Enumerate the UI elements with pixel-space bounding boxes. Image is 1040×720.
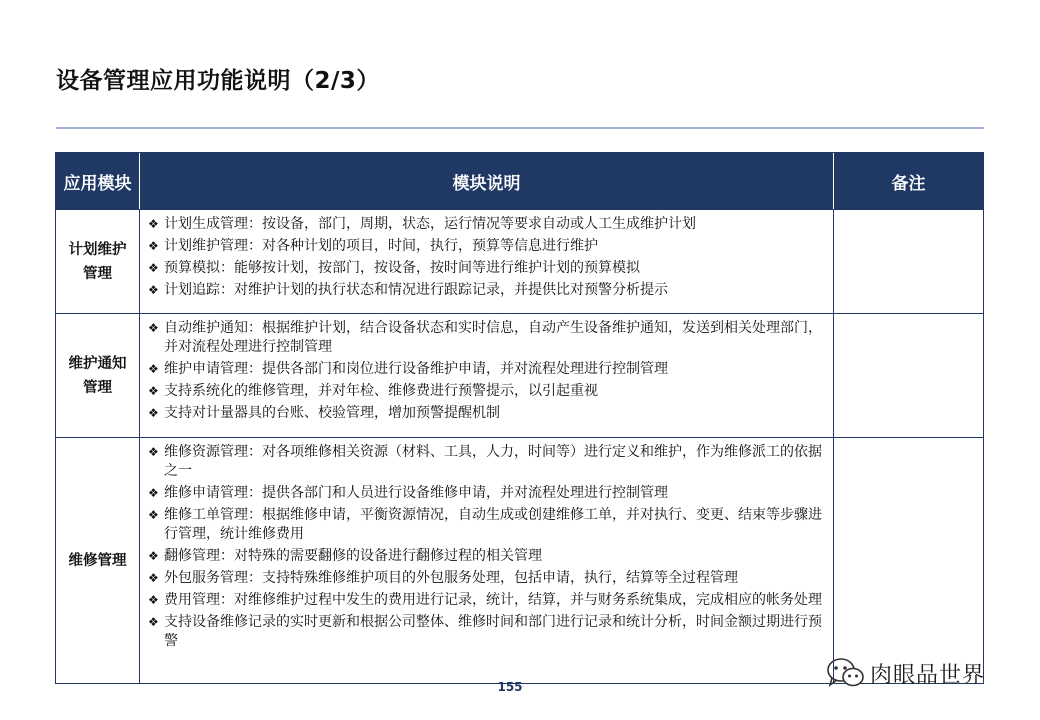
module-name-line: 管理 xyxy=(83,379,112,396)
diamond-bullet-icon: ❖ xyxy=(148,283,159,297)
list-item xyxy=(148,404,825,423)
remark-cell xyxy=(834,210,983,313)
watermark-text: 肉眼品世界 xyxy=(870,662,986,688)
list-item-text: 维护申请管理：提供各部门和岗位进行设备维护申请，并对流程处理进行控制管理 xyxy=(164,361,668,377)
diamond-bullet-icon: ❖ xyxy=(148,445,159,459)
list-item-text: 自动维护通知：根据维护计划，结合设备状态和实时信息，自动产生设备维护通知，发送到相关处理部门，并对流程处理进行控制管理 xyxy=(164,320,822,355)
list-item xyxy=(148,591,825,610)
module-name-line: 管理 xyxy=(83,265,112,282)
header-description: 模块说明 xyxy=(140,153,834,209)
list-item xyxy=(148,613,825,651)
list-item-text: 支持系统化的维修管理，并对年检、维修费进行预警提示，以引起重视 xyxy=(164,383,598,399)
list-item xyxy=(148,506,825,544)
diamond-bullet-icon: ❖ xyxy=(148,508,159,522)
watermark xyxy=(826,656,985,690)
title-divider xyxy=(56,127,984,129)
diamond-bullet-icon: ❖ xyxy=(148,406,159,420)
function-table xyxy=(55,152,984,684)
diamond-bullet-icon: ❖ xyxy=(148,486,159,500)
list-item-text: 预算模拟：能够按计划，按部门，按设备，按时间等进行维护计划的预算模拟 xyxy=(164,260,640,276)
list-item-text: 外包服务管理：支持特殊维修维护项目的外包服务处理，包括申请，执行，结算等全过程管理 xyxy=(164,570,738,586)
list-item xyxy=(148,215,825,234)
list-item-text: 计划维护管理：对各种计划的项目，时间，执行，预算等信息进行维护 xyxy=(164,238,598,254)
diamond-bullet-icon: ❖ xyxy=(148,217,159,231)
list-item xyxy=(148,259,825,278)
list-item-text: 计划生成管理：按设备，部门，周期，状态，运行情况等要求自动或人工生成维护计划 xyxy=(164,216,696,232)
list-item-text: 翻修管理：对特殊的需要翻修的设备进行翻修过程的相关管理 xyxy=(164,548,542,564)
module-name-cell xyxy=(56,314,140,437)
list-item xyxy=(148,360,825,379)
diamond-bullet-icon: ❖ xyxy=(148,362,159,376)
table-row xyxy=(56,209,983,313)
list-item-text: 维修申请管理：提供各部门和人员进行设备维修申请，并对流程处理进行控制管理 xyxy=(164,485,668,501)
module-name-cell xyxy=(56,438,140,683)
list-item xyxy=(148,382,825,401)
list-item xyxy=(148,484,825,503)
list-item-text: 支持对计量器具的台账、校验管理，增加预警提醒机制 xyxy=(164,405,500,421)
module-name-line: 维修管理 xyxy=(68,552,127,569)
list-item xyxy=(148,281,825,300)
list-item-text: 计划追踪：对维护计划的执行状态和情况进行跟踪记录，并提供比对预警分析提示 xyxy=(164,282,668,298)
list-item xyxy=(148,319,825,357)
chat-bubble-logo-icon xyxy=(826,656,866,690)
module-description-cell xyxy=(140,314,834,437)
diamond-bullet-icon: ❖ xyxy=(148,321,159,335)
remark-cell xyxy=(834,438,983,683)
remark-cell xyxy=(834,314,983,437)
list-item-text: 维修工单管理：根据维修申请，平衡资源情况，自动生成或创建维修工单，并对执行、变更、结束等步骤进行管理，统计维修费用 xyxy=(164,507,822,542)
module-description-cell xyxy=(140,438,834,683)
diamond-bullet-icon: ❖ xyxy=(148,615,159,629)
header-module: 应用模块 xyxy=(56,153,140,209)
diamond-bullet-icon: ❖ xyxy=(148,239,159,253)
list-item xyxy=(148,237,825,256)
diamond-bullet-icon: ❖ xyxy=(148,593,159,607)
list-item-text: 维修资源管理：对各项维修相关资源（材料、工具，人力，时间等）进行定义和维护，作为维修派工的依据之一 xyxy=(164,444,822,479)
list-item-text: 费用管理：对维修维护过程中发生的费用进行记录，统计，结算，并与财务系统集成，完成相应的帐务处理 xyxy=(164,592,822,608)
header-remark: 备注 xyxy=(891,173,926,194)
module-name-line: 维护通知 xyxy=(68,355,127,372)
page-number: 155 xyxy=(497,680,523,694)
diamond-bullet-icon: ❖ xyxy=(148,384,159,398)
diamond-bullet-icon: ❖ xyxy=(148,571,159,585)
list-item xyxy=(148,569,825,588)
table-row xyxy=(56,437,983,683)
list-item xyxy=(148,443,825,481)
module-description-cell xyxy=(140,210,834,313)
list-item xyxy=(148,547,825,566)
page-title: 设备管理应用功能说明（2/3） xyxy=(56,68,380,94)
module-name-line: 计划维护 xyxy=(68,241,127,258)
diamond-bullet-icon: ❖ xyxy=(148,549,159,563)
table-header-row xyxy=(56,153,983,209)
diamond-bullet-icon: ❖ xyxy=(148,261,159,275)
table-row xyxy=(56,313,983,437)
module-name-cell xyxy=(56,210,140,313)
list-item-text: 支持设备维修记录的实时更新和根据公司整体、维修时间和部门进行记录和统计分析，时间金额过期进行预警 xyxy=(164,614,822,649)
